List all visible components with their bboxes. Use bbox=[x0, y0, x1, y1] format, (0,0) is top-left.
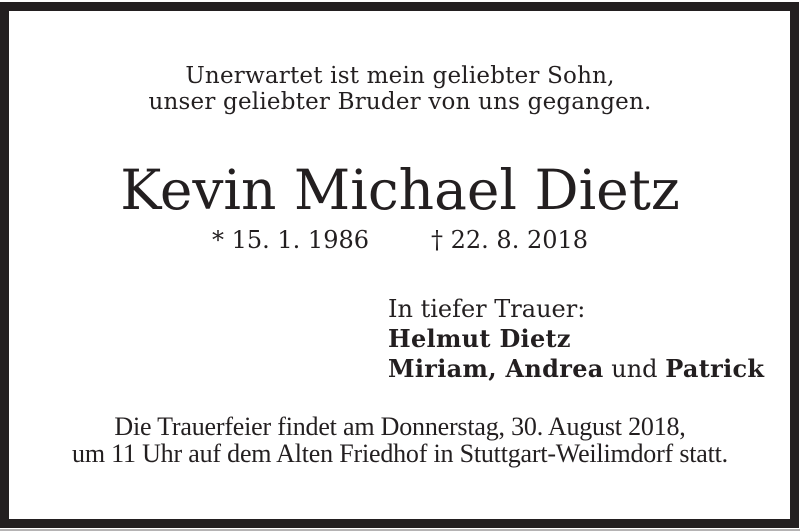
funeral-info-line-2: um 11 Uhr auf dem Alten Friedhof in Stuttgart-Weilimdorf statt. bbox=[72, 439, 728, 468]
intro-text bbox=[0, 63, 800, 115]
funeral-info-line-1: Die Trauerfeier findet am Donnerstag, 30. August 2018, bbox=[114, 412, 686, 441]
mourner-primary: Helmut Dietz bbox=[388, 324, 571, 353]
deceased-name: Kevin Michael Dietz bbox=[120, 158, 680, 222]
funeral-info bbox=[0, 413, 800, 467]
mourner-siblings-names-1: Miriam, Andrea bbox=[388, 354, 604, 383]
intro-line-2: unser geliebter Bruder von uns gegangen. bbox=[148, 89, 652, 115]
mourning-block bbox=[388, 294, 764, 384]
intro-line-1: Unerwartet ist mein geliebter Sohn, bbox=[185, 63, 615, 89]
death-date: † 22. 8. 2018 bbox=[431, 226, 589, 254]
life-dates bbox=[0, 226, 800, 254]
birth-date: * 15. 1. 1986 bbox=[211, 226, 369, 254]
mourner-siblings bbox=[388, 354, 764, 384]
mourner-siblings-names-2: Patrick bbox=[665, 354, 765, 383]
mourning-heading: In tiefer Trauer: bbox=[388, 295, 586, 323]
mourner-siblings-connector: und bbox=[611, 355, 658, 383]
